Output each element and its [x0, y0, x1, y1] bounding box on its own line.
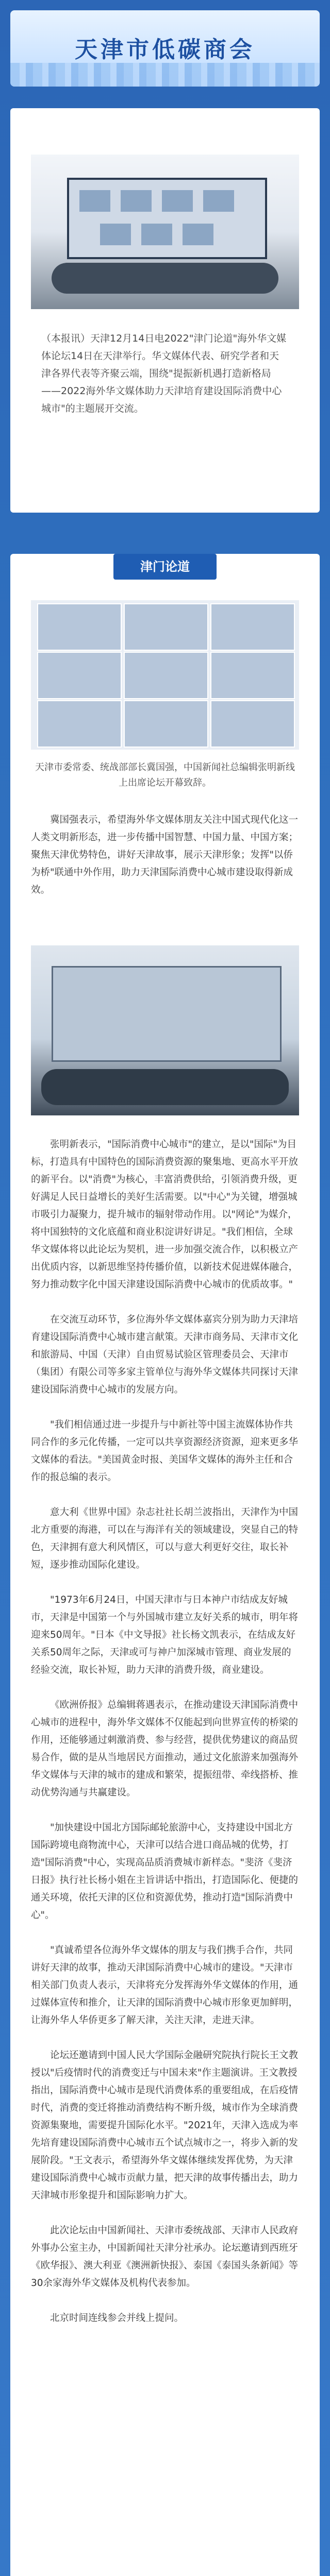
paragraph: 张明新表示，"国际消费中心城市"的建立，是以"国际"为目标，打造具有中国特色的国际消费资源的聚集地、更高水平开放的新平台。以"消费"为核心，丰富消费供给，引领消费升级，更好满足人民日益增长的美好生活需要。以"中心"为关键，增强城市吸引力凝聚力，提升城市的辐射带动作用。以"网论"为媒介，将中国独特的文化底蕴和商业积淀讲好讲足。"我们相信，全球华文媒体将以此论坛为契机，进一步加强交流合作，以积极立产出优质内容，以新思维坚持传播价值，以新技术促进媒体融合，努力推动数字化中国天津建设国际消费中心城市的优质故事。" — [31, 1139, 299, 1290]
paragraph: 冀国强表示，希望海外华文媒体朋友关注中国式现代化这一人类文明新形态，进一步传播中国智慧、中国力量、中国方案；聚焦天津优势特色，讲好天津故事，展示天津形象；发挥"以侨为桥"联通中外作用，助力天津国际消费中心城市建设取得新成效。 — [31, 815, 299, 895]
conference-table — [52, 263, 278, 294]
paragraph: "1973年6月24日，中国天津市与日本神户市结成友好城市，天津是中国第一个与外国城市建立友好关系的城市，明年将迎来50周年。"日本《中文导报》社长杨文凯表示，在结成友好关系50周年之际，天津或可与神户加深城市管理、商业发展的经验交流，取长补短，助力天津的消费升级，商业建设。 — [31, 1595, 299, 1675]
paragraph: "真诚希望各位海外华文媒体的朋友与我们携手合作，共同讲好天津的故事，推动天津国际消费中心城市的建设。"天津市相关部门负责人表示，天津将充分发挥海外华文媒体的作用，通过媒体宣传和推介，让天津的国际消费中心城市形象更加鲜明，让海外华人华侨更多了解天津，关注天津，走进天津。 — [31, 1945, 299, 2026]
paragraph: 在交流互动环节，多位海外华文媒体嘉宾分别为助力天津培育建设国际消费中心城市建言献策。天津市商务局、天津市文化和旅游局、中国（天津）自由贸易试验区管理委员会、天津市（集团）有限公司等多家主管单位与海外华文媒体共同探讨天津建设国际消费中心城市的发展方向。 — [31, 1314, 299, 1395]
meeting-photo — [31, 945, 299, 1115]
video-grid-photo — [31, 600, 299, 750]
paragraph: "我们相信通过进一步提升与中新社等中国主流媒体协作共同合作的多元化传播，一定可以共享资源经济资源，迎来更多华文媒体的看法。"美国黄金时报、美国华文媒体的海外主任和合作的报总编的表示。 — [31, 1419, 299, 1483]
paragraph: "加快建设中国北方国际邮轮旅游中心，支持建设中国北方国际跨境电商物流中心，天津可以结合进口商品城的优势，打造"国际消费"中心，实现高品质消费城市新样态。"斐济《斐济日报》执行社长杨小姐在主旨讲话中指出，打造国际化、便捷的通关环境，依托天津的区位和资源优势，推动打造"国际消费中心"。 — [31, 1822, 299, 1921]
section-tag: 津门论道 — [113, 554, 217, 580]
video-wall — [67, 178, 267, 259]
paragraph: 论坛还邀请到中国人民大学国际金融研究院执行院长王文教授以"后疫情时代的消费变迁与中国未来"作主题演讲。王文教授指出，国际消费中心城市是现代消费体系的重要组成，在后疫情时代，消费的变迁将推动消费结构不断升级，城市作为全球消费资源集聚地，需要提升国际化水平。"2021年，天津入选成为率先培育建设国际消费中心城市五个试点城市之一，将步入新的发展阶段。"王文表示，希望海外华文媒体继续发挥优势，为天津建设国际消费中心城市贡献力量，把天津的故事传播出去，助力天津城市形象提升和国际影响力扩大。 — [31, 2050, 299, 2201]
article-body-b — [31, 1136, 299, 2345]
news-lead: （本报讯）天津12月14日电2022"津门论道"海外华文媒体论坛14日在天津举行。华文媒体代表、研究学者和天津各界代表等齐聚云端，围绕"提振新机遇打造新格局——2022海外华文媒体助力天津培育建设国际消费中心城市"的主题展开交流。 — [41, 333, 287, 414]
display-wall — [52, 966, 282, 1062]
paragraph: 此次论坛由中国新闻社、天津市委统战部、天津市人民政府外事办公室主办，中国新闻社天津分社承办。论坛邀请到西班牙《欧华报》、澳大利亚《澳洲新快报》、泰国《泰国头条新闻》等30余家海外华文媒体及机构代表参加。 — [31, 2225, 299, 2289]
news-card — [10, 108, 320, 513]
photo-caption: 天津市委常委、统战部部长冀国强，中国新闻社总编辑张明新线上出席论坛开幕致辞。 — [35, 762, 295, 788]
paragraph: 北京时间连线参会并线上提问。 — [50, 2313, 184, 2324]
skyline-decoration — [10, 63, 320, 87]
header-banner — [10, 10, 320, 87]
paragraph: 意大利《世界中国》杂志社社长胡兰波指出，天津作为中国北方重要的海港，可以在与海洋有关的领域建设，突显自己的特色，天津拥有意大利风情区，可以与意大利更好交往，取长补短，逐步推动国际化建设。 — [31, 1507, 299, 1570]
meeting-desk — [41, 1069, 289, 1105]
forum-section — [10, 554, 320, 2576]
banner-title: 天津市低碳商会 — [75, 37, 255, 63]
paragraph: 《欧洲侨报》总编辑蒋遇表示，在推动建设天津国际消费中心城市的进程中，海外华文媒体不仅能起到向世界宣传的桥梁的作用，还能够通过刺激消费、参与经营，提供优势建议的商品贸易合作，做的是从当地居民方面推动，通过文化旅游来加强海外华文媒体与天津的城市的建成和繁荣，提振纽带、牵线搭桥、推动优势沟通与共赢建设。 — [31, 1700, 299, 1798]
article-body-a — [31, 811, 299, 917]
forum-photo — [31, 155, 299, 309]
